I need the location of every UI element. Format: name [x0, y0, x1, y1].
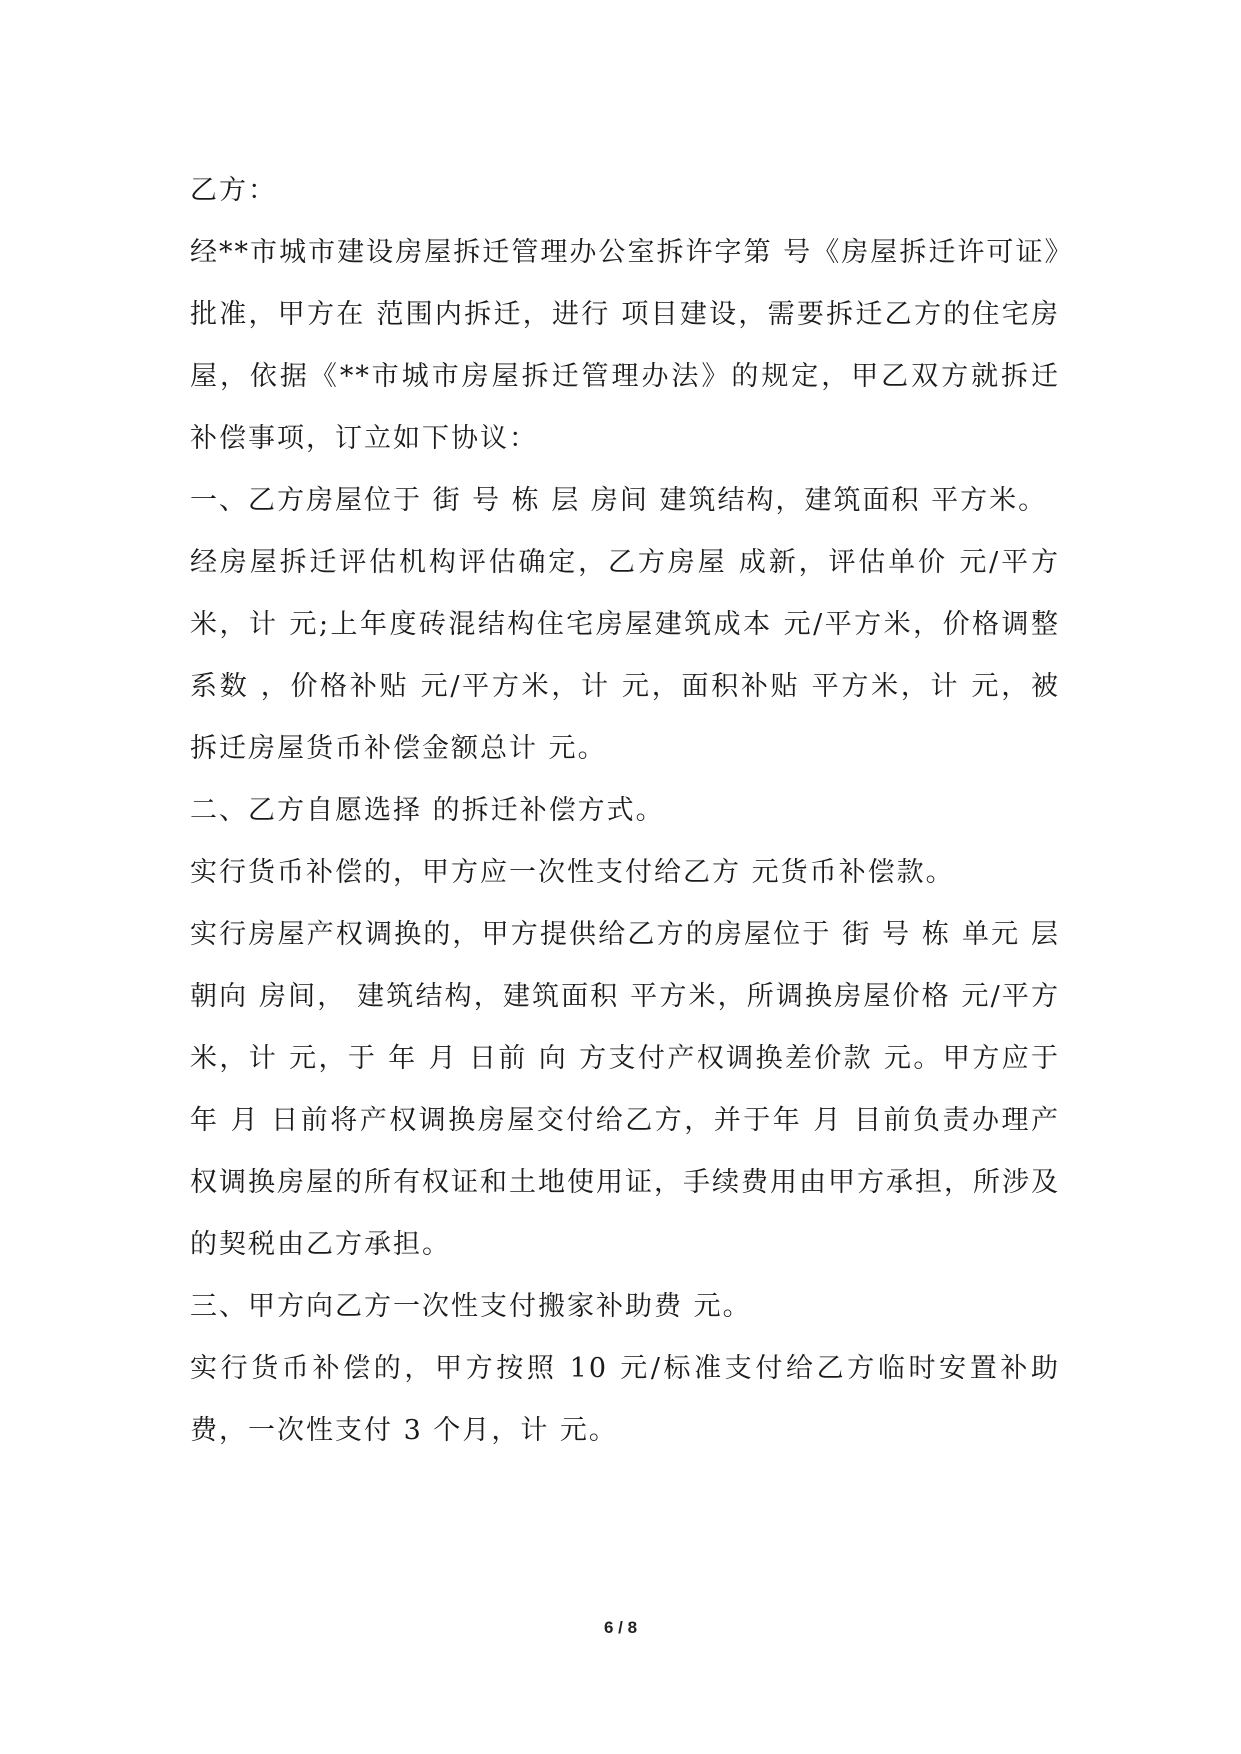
paragraph-clause-1: 一、乙方房屋位于 街 号 栋 层 房间 建筑结构，建筑面积 平方米。: [190, 485, 1048, 516]
page-indicator: 6 / 8: [603, 1618, 638, 1637]
paragraph-monetary-compensation: 实行货币补偿的，甲方应一次性支付给乙方 元货币补偿款。: [190, 857, 955, 888]
paragraph-valuation: 经房屋拆迁评估机构评估确定，乙方房屋 成新，评估单价 元/平方米，计 元;上年度砖混结构住宅房屋建筑成本 元/平方米，价格调整系数 ，价格补贴 元/平方米，计 元，面积补贴 平方米，计 元，被拆迁房屋货币补偿金额总计 元。: [190, 547, 1060, 764]
paragraph-clause-3: 三、甲方向乙方一次性支付搬家补助费 元。: [190, 1291, 752, 1322]
paragraph-property-exchange: 实行房屋产权调换的，甲方提供给乙方的房屋位于 街 号 栋 单元 层 朝向 房间， 建筑结构，建筑面积 平方米，所调换房屋价格 元/平方米，计 元，于 年 月 日前 向 方支付产权调换差价款 元。甲方应于 年 月 日前将产权调换房屋交付给乙方，并于年 月 目前负责办理产权调换房屋的所有权证和土地使用证，手续费用由甲方承担，所涉及的契税由乙方承担。: [190, 919, 1060, 1260]
paragraph-temporary-resettlement: 实行货币补偿的，甲方按照 10 元/标准支付给乙方临时安置补助费，一次性支付 3 个月，计 元。: [190, 1353, 1060, 1446]
paragraph-clause-2: 二、乙方自愿选择 的拆迁补偿方式。: [190, 795, 665, 826]
paragraph-preamble: 经**市城市建设房屋拆迁管理办公室拆许字第 号《房屋拆迁许可证》批准，甲方在 范围内拆迁，进行 项目建设，需要拆迁乙方的住宅房屋，依据《**市城市房屋拆迁管理办法》的规定，甲乙双方就拆迁补偿事项，订立如下协议：: [190, 237, 1060, 454]
document-body: [190, 160, 1060, 1462]
paragraph-party-b: 乙方：: [190, 175, 277, 206]
